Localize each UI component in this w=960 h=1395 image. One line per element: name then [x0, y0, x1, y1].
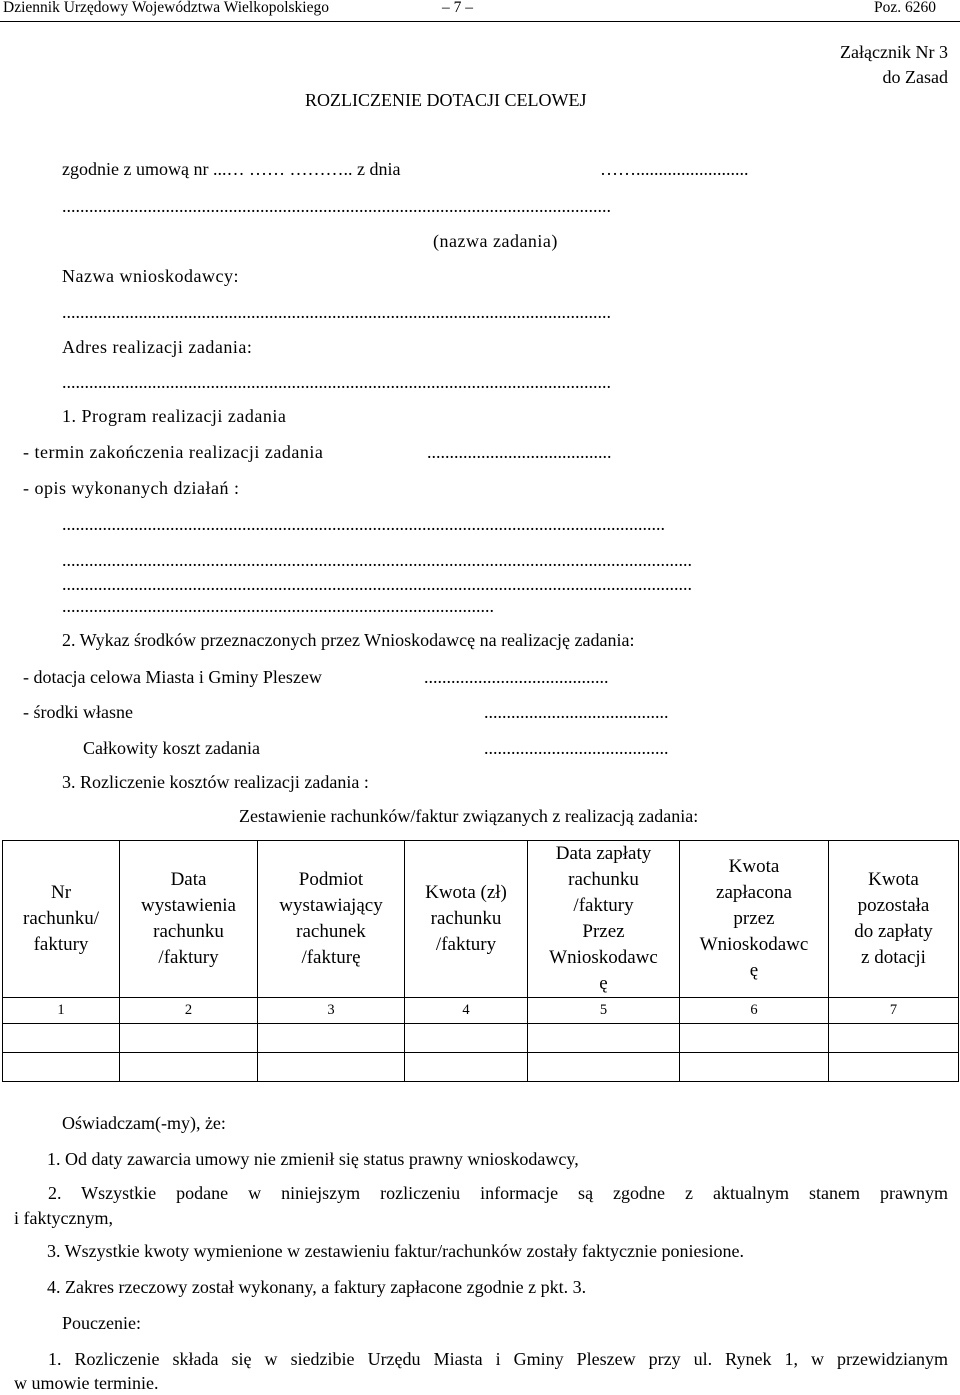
grant-label: - dotacja celowa Miasta i Gminy Pleszew [23, 667, 322, 687]
declaration-title: Oświadczam(-my), że: [62, 1113, 226, 1133]
table-cell [405, 1053, 528, 1082]
table-cell [120, 1053, 258, 1082]
table-cell [120, 1024, 258, 1053]
section2-title: 2. Wykaz środków przeznaczonych przez Wnioskodawcę na realizację zadania: [62, 630, 635, 650]
table-cell [258, 1024, 405, 1053]
document-title: ROZLICZENIE DOTACJI CELOWEJ [305, 90, 587, 110]
table-cell [528, 1024, 680, 1053]
description-line-3: ............................................................................................................................................ [62, 574, 692, 594]
instruction-line-1: 1. Rozliczenie składa się w siedzibie Urzędu Miasta i Gminy Pleszew przy ul. Rynek 1, w przewidzianym [48, 1349, 948, 1369]
table-cell [258, 1053, 405, 1082]
header-rule [0, 21, 960, 22]
position-number: Poz. 6260 [874, 0, 936, 16]
agreement-date-dots: ……......................... [600, 159, 749, 179]
table-row [3, 1053, 959, 1082]
table-cell [829, 1024, 959, 1053]
total-cost-dots: ......................................... [484, 738, 669, 758]
column-number: 1 [3, 998, 120, 1024]
section1-title: 1. Program realizacji zadania [62, 406, 287, 426]
instruction-title: Pouczenie: [62, 1313, 141, 1333]
column-number: 6 [680, 998, 829, 1024]
declaration-item-2: 2. Wszystkie podane w niniejszym rozliczeniu informacje są zgodne z aktualnym stanem prawnym [48, 1183, 948, 1203]
grant-dots: ......................................... [424, 667, 609, 687]
address-label: Adres realizacji zadania: [62, 337, 253, 357]
description-label: - opis wykonanych działań : [23, 478, 240, 498]
table-cell [680, 1053, 829, 1082]
column-number: 4 [405, 998, 528, 1024]
end-term-label: - termin zakończenia realizacji zadania [23, 442, 324, 462]
table-cell [829, 1053, 959, 1082]
header-amount: Kwota (zł) rachunku /faktury [405, 841, 528, 998]
header-amount-remaining: Kwota pozostała do zapłaty z dotacji [829, 841, 959, 998]
journal-name: Dziennik Urzędowy Województwa Wielkopolskiego [3, 0, 329, 16]
task-name-caption: (nazwa zadania) [433, 231, 558, 251]
column-number: 7 [829, 998, 959, 1024]
declaration-item-4: 4. Zakres rzeczowy został wykonany, a faktury zapłacone zgodnie z pkt. 3. [47, 1277, 587, 1297]
column-number: 2 [120, 998, 258, 1024]
header-issue-date: Data wystawienia rachunku /faktury [120, 841, 258, 998]
table-header-row [3, 841, 959, 998]
declaration-item-3: 3. Wszystkie kwoty wymienione w zestawieniu faktur/rachunków zostały faktycznie poniesione. [47, 1241, 744, 1261]
page-number: – 7 – [442, 0, 473, 16]
own-funds-dots: ......................................... [484, 702, 669, 722]
table-cell [3, 1053, 120, 1082]
header-issuer: Podmiot wystawiający rachunek /fakturę [258, 841, 405, 998]
agreement-prefix: zgodnie z umową nr ...… …… ……….. z dnia [62, 159, 401, 179]
section3-title: 3. Rozliczenie kosztów realizacji zadania : [62, 772, 369, 792]
end-term-dots: ......................................... [427, 442, 612, 462]
table-cell [3, 1024, 120, 1053]
table-cell [405, 1024, 528, 1053]
table-row [3, 1024, 959, 1053]
column-number: 5 [528, 998, 680, 1024]
table-number-row [3, 998, 959, 1024]
total-cost-label: Całkowity koszt zadania [83, 738, 260, 758]
table-cell [680, 1024, 829, 1053]
task-name-dots: .......................................................................................................................... [62, 196, 611, 216]
table-cell [528, 1053, 680, 1082]
description-line-4: ................................................................................................ [62, 596, 494, 616]
declaration-item-1: 1. Od daty zawarcia umowy nie zmienił się status prawny wnioskodawcy, [47, 1149, 579, 1169]
applicant-dots: .......................................................................................................................... [62, 302, 611, 322]
costs-table [2, 840, 959, 1082]
column-number: 3 [258, 998, 405, 1024]
instruction-line-2: w umowie terminie. [14, 1373, 159, 1393]
header-payment-date: Data zapłaty rachunku /faktury Przez Wnioskodawc ę [528, 841, 680, 998]
applicant-label: Nazwa wnioskodawcy: [62, 266, 239, 286]
header-amount-paid: Kwota zapłacona przez Wnioskodawc ę [680, 841, 829, 998]
address-dots: .......................................................................................................................... [62, 372, 611, 392]
description-line-1: ...................................................................................................................................... [62, 514, 665, 534]
summary-title: Zestawienie rachunków/faktur związanych z realizacją zadania: [239, 806, 699, 826]
header-invoice-number: Nr rachunku/ faktury [3, 841, 120, 998]
description-line-2: ............................................................................................................................................ [62, 550, 692, 570]
attachment-line1: Załącznik Nr 3 [840, 42, 948, 62]
declaration-item-2-cont: i faktycznym, [14, 1208, 113, 1228]
attachment-line2: do Zasad [882, 67, 948, 87]
own-funds-label: - środki własne [23, 702, 133, 722]
